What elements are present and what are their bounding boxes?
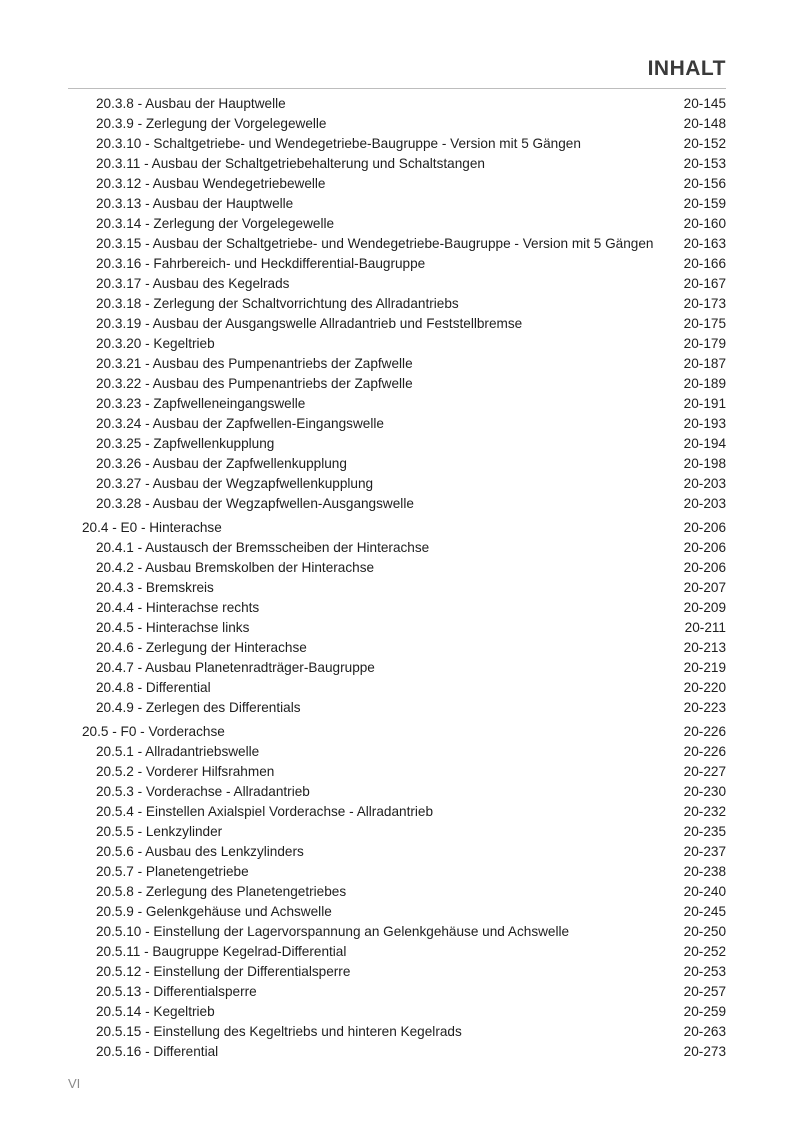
toc-entry-page: 20-211 — [684, 620, 726, 635]
toc-entry[interactable] — [82, 678, 726, 698]
toc-entry-page: 20-189 — [683, 376, 726, 391]
toc-section-entry[interactable] — [82, 722, 726, 742]
toc-entry-label: 20.3.9 - Zerlegung der Vorgelegewelle — [96, 116, 327, 131]
toc-entry-page: 20-153 — [683, 156, 726, 171]
toc-entry[interactable] — [82, 454, 726, 474]
toc-entry-page: 20-206 — [683, 540, 726, 555]
toc-entry[interactable] — [82, 942, 726, 962]
toc-entry-page: 20-175 — [683, 316, 726, 331]
toc-entry-label: 20.4.2 - Ausbau Bremskolben der Hinterachse — [96, 560, 375, 575]
toc-entry-label: 20.3.19 - Ausbau der Ausgangswelle Allradantrieb und Feststellbremse — [96, 316, 523, 331]
toc-entry[interactable] — [82, 862, 726, 882]
toc-entry-label: 20.5 - F0 - Vorderachse — [82, 724, 225, 739]
toc-entry-label: 20.3.20 - Kegeltrieb — [96, 336, 215, 351]
toc-entry[interactable] — [82, 1042, 726, 1062]
toc-entry[interactable] — [82, 334, 726, 354]
toc-entry[interactable] — [82, 1022, 726, 1042]
toc-entry-page: 20-206 — [683, 560, 726, 575]
toc-entry[interactable] — [82, 374, 726, 394]
toc-entry[interactable] — [82, 982, 726, 1002]
toc-entry-label: 20.3.12 - Ausbau Wendegetriebewelle — [96, 176, 326, 191]
toc-entry-page: 20-160 — [683, 216, 726, 231]
toc-entry-page: 20-187 — [683, 356, 726, 371]
toc-entry-label: 20.5.14 - Kegeltrieb — [96, 1004, 215, 1019]
toc-entry-page: 20-159 — [683, 196, 726, 211]
toc-entry-page: 20-145 — [683, 96, 726, 111]
toc-entry-label: 20.5.10 - Einstellung der Lagervorspannung an Gelenkgehäuse und Achswelle — [96, 924, 570, 939]
toc-entry-label: 20.3.15 - Ausbau der Schaltgetriebe- und Wendegetriebe-Baugruppe - Version mit 5 Gängen — [96, 236, 654, 251]
toc-entry-page: 20-152 — [683, 136, 726, 151]
toc-entry-label: 20.3.18 - Zerlegung der Schaltvorrichtung des Allradantriebs — [96, 296, 459, 311]
toc-entry-page: 20-245 — [683, 904, 726, 919]
toc-entry-label: 20.4.1 - Austausch der Bremsscheiben der Hinterachse — [96, 540, 430, 555]
toc-entry[interactable] — [82, 842, 726, 862]
toc-entry-page: 20-238 — [683, 864, 726, 879]
toc-entry[interactable] — [82, 658, 726, 678]
toc-entry-label: 20.5.1 - Allradantriebswelle — [96, 744, 260, 759]
toc-entry-label: 20.5.2 - Vorderer Hilfsrahmen — [96, 764, 275, 779]
toc-entry[interactable] — [82, 314, 726, 334]
toc-entry-label: 20.4.5 - Hinterachse links — [96, 620, 250, 635]
toc-entry[interactable] — [82, 618, 726, 638]
toc-entry[interactable] — [82, 598, 726, 618]
toc-entry-page: 20-203 — [683, 496, 726, 511]
toc-entry[interactable] — [82, 174, 726, 194]
toc-entry-label: 20.3.10 - Schaltgetriebe- und Wendegetriebe-Baugruppe - Version mit 5 Gängen — [96, 136, 581, 151]
toc-entry-label: 20.5.5 - Lenkzylinder — [96, 824, 223, 839]
toc-entry-page: 20-263 — [683, 1024, 726, 1039]
page-number: VI — [68, 1076, 81, 1091]
toc-entry-label: 20.3.22 - Ausbau des Pumpenantriebs der Zapfwelle — [96, 376, 413, 391]
toc-entry[interactable] — [82, 254, 726, 274]
toc-entry-label: 20.4 - E0 - Hinterachse — [82, 520, 222, 535]
toc-entry-page: 20-167 — [683, 276, 726, 291]
toc-entry-label: 20.3.25 - Zapfwellenkupplung — [96, 436, 275, 451]
toc-entry-label: 20.3.27 - Ausbau der Wegzapfwellenkupplung — [96, 476, 374, 491]
toc-entry-label: 20.5.9 - Gelenkgehäuse und Achswelle — [96, 904, 332, 919]
toc-entry[interactable] — [82, 538, 726, 558]
toc-entry-label: 20.5.8 - Zerlegung des Planetengetriebes — [96, 884, 347, 899]
toc-entry[interactable] — [82, 494, 726, 514]
toc-entry-page: 20-203 — [683, 476, 726, 491]
toc-entry-page: 20-163 — [683, 236, 726, 251]
page-title: INHALT — [647, 57, 726, 80]
toc-entry-page: 20-207 — [683, 580, 726, 595]
toc-entry-page: 20-235 — [683, 824, 726, 839]
toc-entry[interactable] — [82, 114, 726, 134]
toc-entry-label: 20.3.28 - Ausbau der Wegzapfwellen-Ausgangswelle — [96, 496, 414, 511]
header-divider — [68, 88, 726, 89]
toc-entry-page: 20-259 — [683, 1004, 726, 1019]
toc-entry-label: 20.5.4 - Einstellen Axialspiel Vorderachse - Allradantrieb — [96, 804, 434, 819]
toc-entry-page: 20-173 — [683, 296, 726, 311]
toc-entry[interactable] — [82, 922, 726, 942]
toc-entry-page: 20-193 — [683, 416, 726, 431]
toc-entry-label: 20.4.9 - Zerlegen des Differentials — [96, 700, 301, 715]
toc-entry-label: 20.4.7 - Ausbau Planetenradträger-Baugruppe — [96, 660, 375, 675]
toc-entry[interactable] — [82, 154, 726, 174]
toc-entry[interactable] — [82, 194, 726, 214]
toc-entry-page: 20-273 — [683, 1044, 726, 1059]
toc-entry-page: 20-232 — [683, 804, 726, 819]
toc-entry-label: 20.4.8 - Differential — [96, 680, 211, 695]
toc-entry-page: 20-213 — [683, 640, 726, 655]
toc-entry[interactable] — [82, 234, 726, 254]
toc-entry[interactable] — [82, 782, 726, 802]
toc-entry-label: 20.3.8 - Ausbau der Hauptwelle — [96, 96, 286, 111]
toc-entry[interactable] — [82, 474, 726, 494]
toc-entry[interactable] — [82, 638, 726, 658]
toc-entry-page: 20-194 — [683, 436, 726, 451]
toc-entry-page: 20-227 — [683, 764, 726, 779]
toc-entry[interactable] — [82, 1002, 726, 1022]
toc-entry-label: 20.3.21 - Ausbau des Pumpenantriebs der Zapfwelle — [96, 356, 413, 371]
toc-entry-page: 20-240 — [683, 884, 726, 899]
toc-entry-label: 20.3.24 - Ausbau der Zapfwellen-Eingangswelle — [96, 416, 384, 431]
toc-entry-label: 20.5.11 - Baugruppe Kegelrad-Differential — [96, 944, 347, 959]
toc-entry-page: 20-257 — [683, 984, 726, 999]
toc-entry[interactable] — [82, 902, 726, 922]
toc-entry[interactable] — [82, 802, 726, 822]
toc-entry-label: 20.4.6 - Zerlegung der Hinterachse — [96, 640, 307, 655]
toc-entry-label: 20.4.3 - Bremskreis — [96, 580, 214, 595]
toc-entry-page: 20-230 — [683, 784, 726, 799]
toc-entry-label: 20.3.16 - Fahrbereich- und Heckdifferential-Baugruppe — [96, 256, 426, 271]
toc-entry-label: 20.3.14 - Zerlegung der Vorgelegewelle — [96, 216, 335, 231]
toc-entry-label: 20.5.7 - Planetengetriebe — [96, 864, 249, 879]
toc-entry-label: 20.5.6 - Ausbau des Lenkzylinders — [96, 844, 304, 859]
toc-entry-page: 20-250 — [683, 924, 726, 939]
toc-entry[interactable] — [82, 578, 726, 598]
toc-entry-page: 20-166 — [683, 256, 726, 271]
toc-entry[interactable] — [82, 394, 726, 414]
toc-entry-page: 20-252 — [683, 944, 726, 959]
toc-entry[interactable] — [82, 354, 726, 374]
toc-entry-page: 20-191 — [683, 396, 726, 411]
toc-entry-page: 20-237 — [683, 844, 726, 859]
toc-entry-page: 20-156 — [683, 176, 726, 191]
toc-entry[interactable] — [82, 558, 726, 578]
toc-entry-page: 20-219 — [683, 660, 726, 675]
toc-entry[interactable] — [82, 434, 726, 454]
toc-entry-page: 20-179 — [683, 336, 726, 351]
toc-entry[interactable] — [82, 698, 726, 718]
toc-entry[interactable] — [82, 94, 726, 114]
toc-entry-label: 20.5.13 - Differentialsperre — [96, 984, 257, 999]
toc-entry-label: 20.3.13 - Ausbau der Hauptwelle — [96, 196, 294, 211]
toc-entry[interactable] — [82, 762, 726, 782]
toc-entry-label: 20.3.26 - Ausbau der Zapfwellenkupplung — [96, 456, 347, 471]
toc-entry[interactable] — [82, 414, 726, 434]
toc-entry-page: 20-148 — [683, 116, 726, 131]
toc-entry[interactable] — [82, 134, 726, 154]
toc-entry[interactable] — [82, 882, 726, 902]
toc-entry-label: 20.3.23 - Zapfwelleneingangswelle — [96, 396, 306, 411]
toc-entry[interactable] — [82, 962, 726, 982]
toc-entry-label: 20.3.17 - Ausbau des Kegelrads — [96, 276, 290, 291]
toc-entry-label: 20.5.16 - Differential — [96, 1044, 219, 1059]
toc-entry-label: 20.3.11 - Ausbau der Schaltgetriebehalterung und Schaltstangen — [96, 156, 485, 171]
toc-entry-page: 20-226 — [683, 744, 726, 759]
toc-entry-page: 20-253 — [683, 964, 726, 979]
table-of-contents — [82, 94, 726, 1062]
toc-entry-page: 20-223 — [683, 700, 726, 715]
toc-entry-label: 20.4.4 - Hinterachse rechts — [96, 600, 260, 615]
toc-section-entry[interactable] — [82, 518, 726, 538]
toc-entry[interactable] — [82, 822, 726, 842]
toc-entry-page: 20-198 — [683, 456, 726, 471]
toc-entry-label: 20.5.12 - Einstellung der Differentialsperre — [96, 964, 351, 979]
toc-entry[interactable] — [82, 214, 726, 234]
toc-entry-page: 20-209 — [683, 600, 726, 615]
toc-entry[interactable] — [82, 274, 726, 294]
toc-entry-page: 20-220 — [683, 680, 726, 695]
toc-entry-page: 20-206 — [683, 520, 726, 535]
toc-entry-page: 20-226 — [683, 724, 726, 739]
toc-entry-label: 20.5.3 - Vorderachse - Allradantrieb — [96, 784, 310, 799]
toc-entry[interactable] — [82, 294, 726, 314]
toc-entry[interactable] — [82, 742, 726, 762]
toc-entry-label: 20.5.15 - Einstellung des Kegeltriebs und hinteren Kegelrads — [96, 1024, 462, 1039]
